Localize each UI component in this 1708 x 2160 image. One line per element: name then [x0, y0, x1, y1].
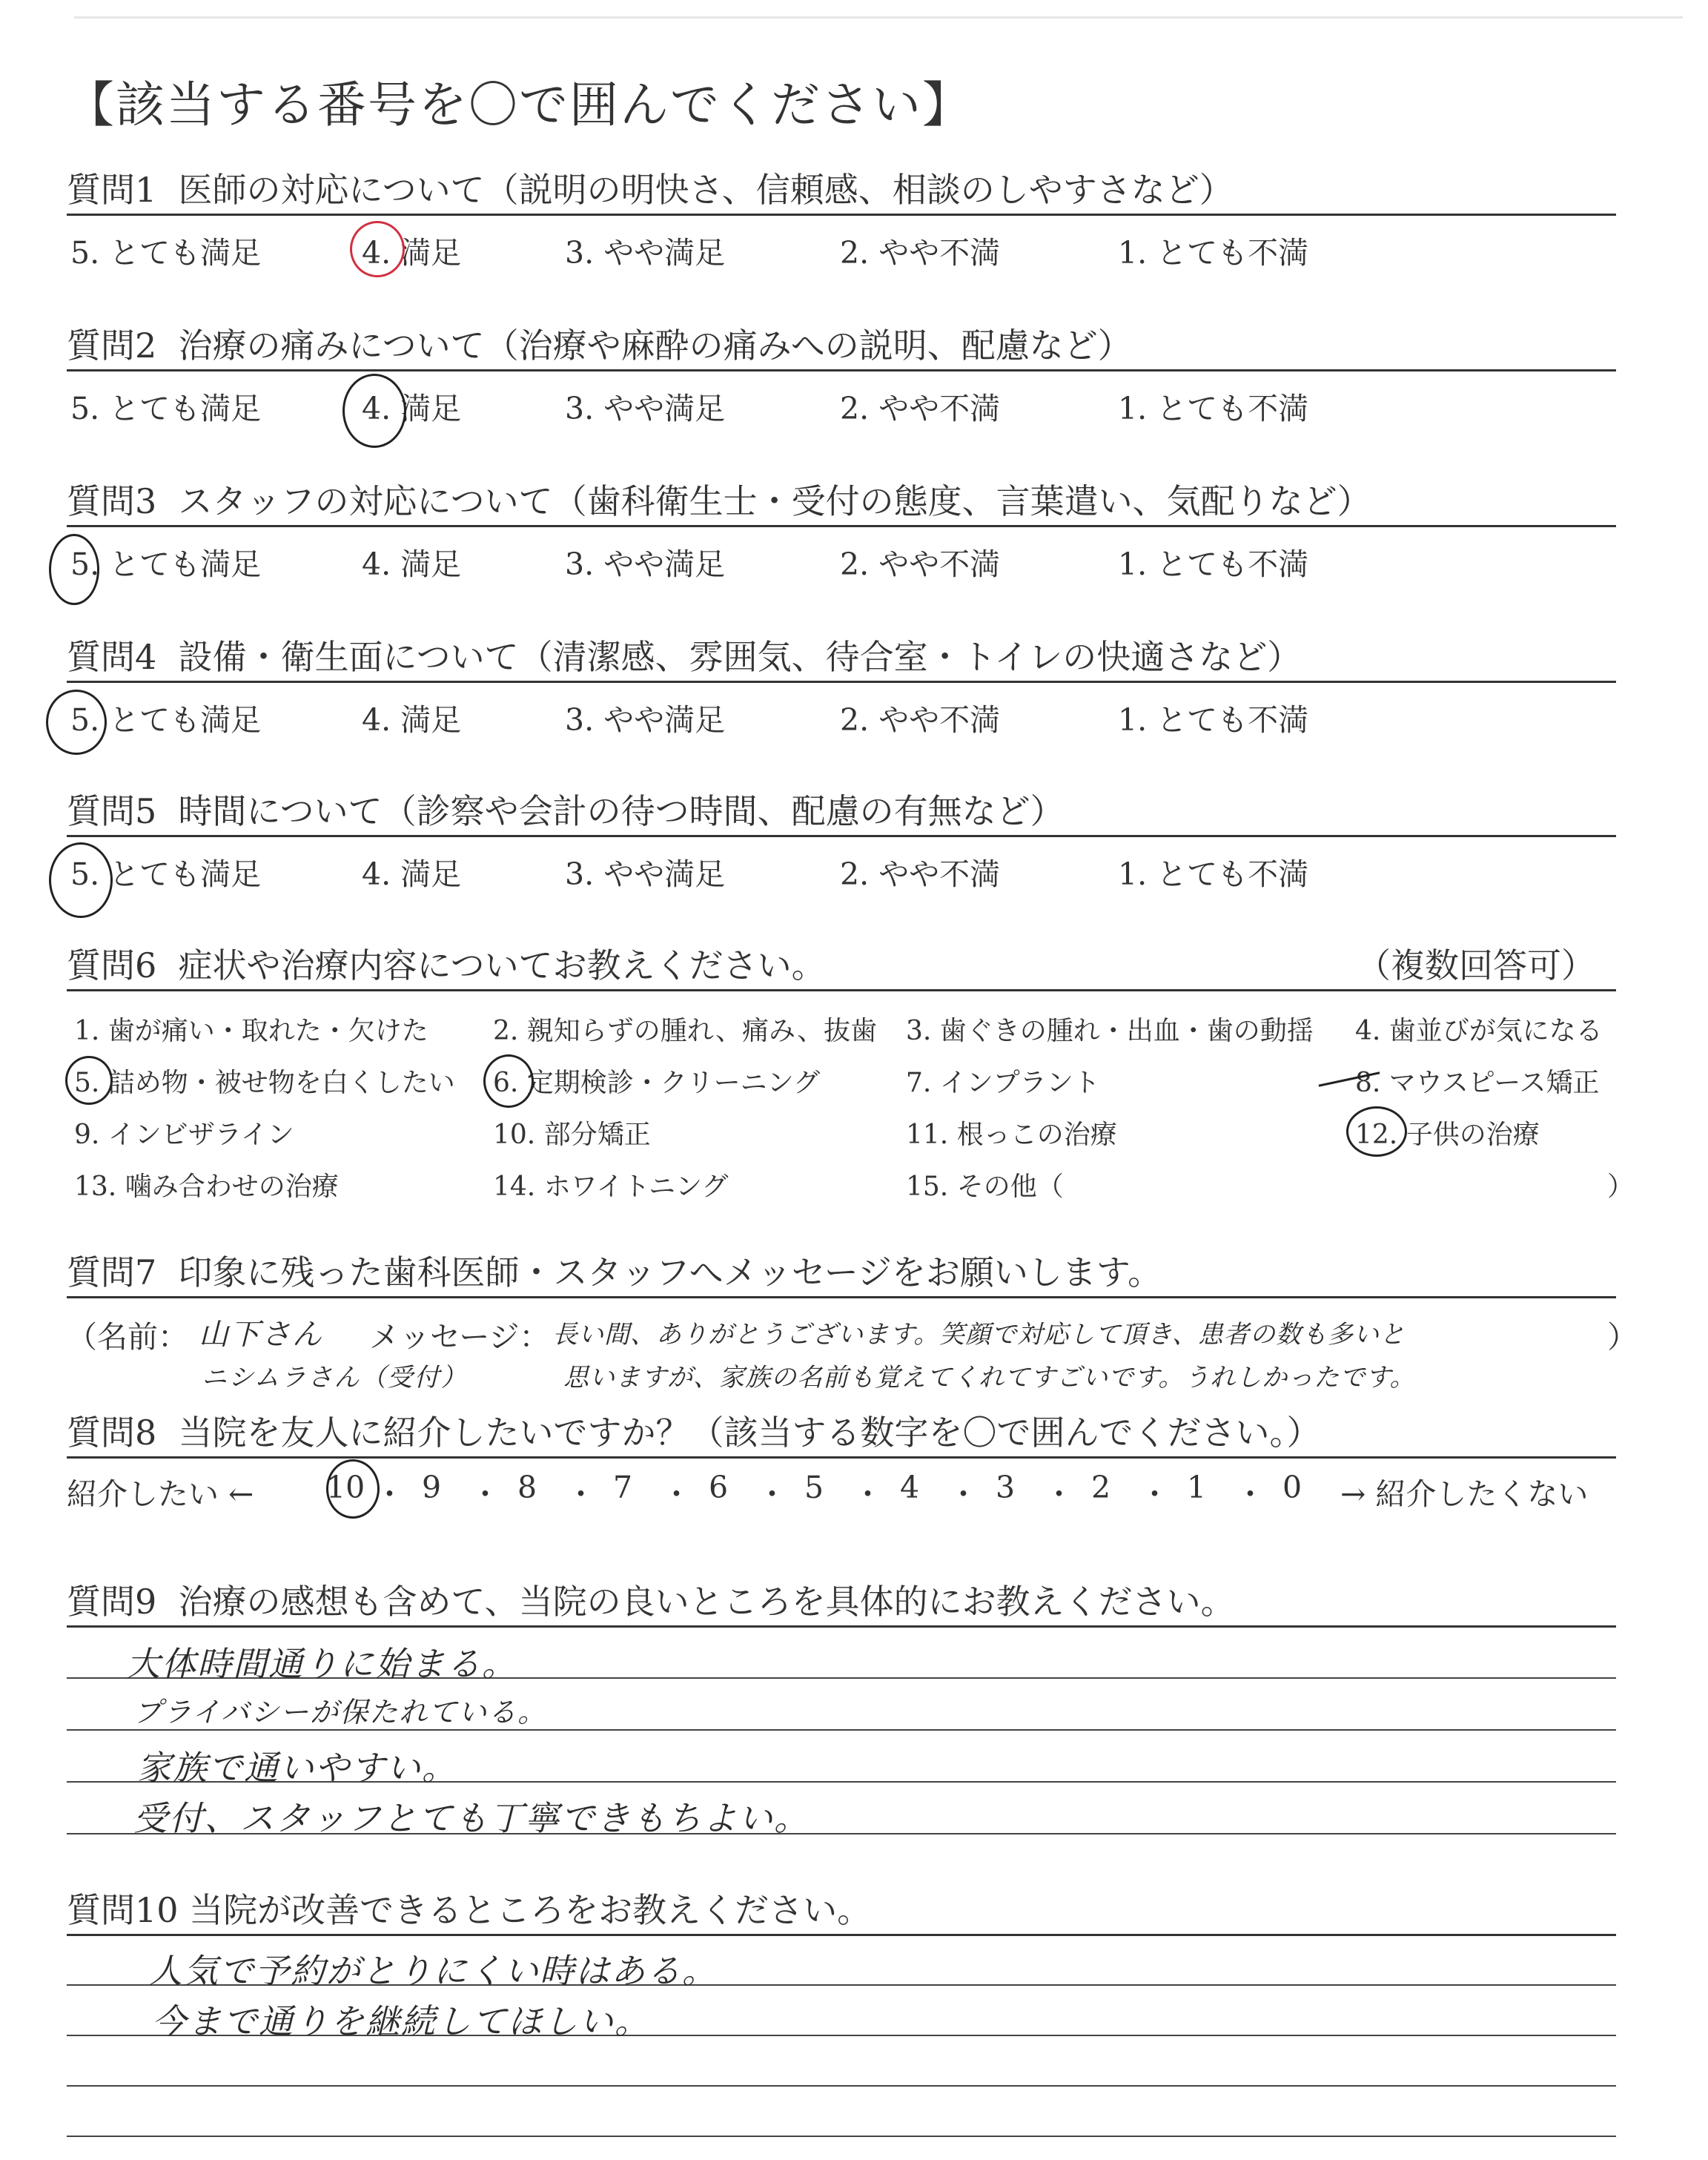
option-2[interactable]: 2. やや不満 [840, 235, 1001, 271]
handwritten-answer: 人気で予約がとりにくい時はある。 [148, 1951, 718, 1991]
option-3[interactable]: 3. やや満足 [565, 235, 726, 271]
scan-top-edge [74, 16, 1683, 19]
scale-left-label: 紹介したい ← [67, 1476, 254, 1512]
scale-separator: ・ [470, 1476, 500, 1512]
option-1[interactable]: 1. とても不満 [1118, 702, 1309, 738]
symptom-option-13[interactable]: 13. 噛み合わせの治療 [74, 1172, 339, 1202]
option-2[interactable]: 2. やや不満 [840, 856, 1001, 892]
option-4[interactable]: 4. 満足 [362, 702, 462, 738]
symptom-option-9[interactable]: 9. インビザライン [74, 1120, 294, 1150]
question-rule [67, 1296, 1616, 1298]
symptom-option-15[interactable]: 15. その他（ [906, 1172, 1064, 1202]
option-3[interactable]: 3. やや満足 [565, 856, 726, 892]
selection-circle [483, 1054, 534, 1108]
scale-value-1[interactable]: 1 [1187, 1470, 1207, 1505]
answer-rule [67, 1934, 1616, 1936]
question-heading [67, 1406, 1321, 1455]
question-heading [67, 939, 826, 988]
question-label: 質問8 [67, 1413, 157, 1453]
option-1[interactable]: 1. とても不満 [1118, 235, 1309, 271]
question-heading [67, 475, 1371, 524]
option-5[interactable]: 5. とても満足 [70, 702, 262, 738]
symptom-option-7[interactable]: 7. インプラント [906, 1068, 1100, 1098]
scale-separator: ・ [1044, 1476, 1074, 1512]
option-5[interactable]: 5. とても満足 [70, 546, 262, 582]
question-heading [67, 1575, 1235, 1624]
question-text: 治療の感想も含めて、当院の良いところを具体的にお教えください。 [178, 1582, 1235, 1622]
question-heading [67, 1883, 871, 1932]
question-rule [67, 369, 1616, 371]
question-rule [67, 681, 1616, 683]
message-close-paren: ） [1607, 1319, 1638, 1355]
answer-rule [67, 2085, 1616, 2087]
question-heading [67, 163, 1234, 212]
scale-separator: ・ [853, 1476, 883, 1512]
handwritten-answer: プライバシーが保たれている。 [133, 1696, 548, 1728]
scale-separator: ・ [948, 1476, 979, 1512]
question-text: スタッフの対応について（歯科衛生士・受付の態度、言葉遣い、気配りなど） [178, 481, 1371, 521]
page-title: 【該当する番号を〇で囲んでください】 [65, 76, 973, 133]
scale-separator: ・ [757, 1476, 787, 1512]
question-text: 治療の痛みについて（治療や麻酔の痛みへの説明、配慮など） [178, 326, 1132, 366]
scale-value-3[interactable]: 3 [996, 1470, 1016, 1505]
option-2[interactable]: 2. やや不満 [840, 391, 1001, 426]
question-rule [67, 835, 1616, 837]
scale-value-10[interactable]: 10 [326, 1470, 365, 1505]
multiple-answers-note: （複数回答可） [1357, 945, 1595, 985]
option-1[interactable]: 1. とても不満 [1118, 856, 1309, 892]
option-1[interactable]: 1. とても不満 [1118, 546, 1309, 582]
selection-circle [65, 1056, 113, 1105]
symptom-option-6[interactable]: 6. 定期検診・クリーニング [493, 1068, 821, 1098]
scale-value-4[interactable]: 4 [900, 1470, 920, 1505]
question-label: 質問1 [67, 170, 157, 210]
option-1[interactable]: 1. とても不満 [1118, 391, 1309, 426]
question-rule [67, 214, 1616, 216]
question-label: 質問4 [67, 637, 157, 677]
question-text: 当院が改善できるところをお教えください。 [189, 1890, 872, 1930]
selection-circle [1346, 1106, 1407, 1157]
question-heading [67, 1246, 1162, 1295]
handwritten-answer: 大体時間通りに始まる。 [126, 1644, 517, 1684]
symptom-option-2[interactable]: 2. 親知らずの腫れ、痛み、抜歯 [493, 1016, 878, 1046]
handwritten-message: 思いますが、家族の名前も覚えてくれてすごいです。うれしかったです。 [563, 1363, 1416, 1393]
handwritten-message: 長い間、ありがとうございます。笑顔で対応して頂き、患者の数も多いと [552, 1320, 1406, 1350]
question-heading [67, 319, 1132, 368]
handwritten-answer: 今まで通りを継続してほしい。 [152, 2001, 650, 2041]
question-label: 質問3 [67, 481, 157, 521]
option-5[interactable]: 5. とても満足 [70, 856, 262, 892]
scale-value-9[interactable]: 9 [422, 1470, 442, 1505]
scale-value-6[interactable]: 6 [709, 1470, 729, 1505]
question-rule [67, 525, 1616, 527]
handwritten-name: ニシムラさん（受付） [202, 1363, 468, 1393]
option-3[interactable]: 3. やや満足 [565, 546, 726, 582]
option-4[interactable]: 4. 満足 [362, 856, 462, 892]
question-text: 当院を友人に紹介したいですか？（該当する数字を〇で囲んでください。） [178, 1413, 1321, 1453]
scale-right-label: → 紹介したくない [1340, 1476, 1589, 1512]
other-close-paren: ） [1607, 1172, 1635, 1202]
scale-separator: ・ [1139, 1476, 1170, 1512]
option-4[interactable]: 4. 満足 [362, 235, 462, 271]
question-label: 質問9 [67, 1582, 157, 1622]
selection-circle [49, 534, 99, 605]
scale-value-2[interactable]: 2 [1091, 1470, 1111, 1505]
selection-circle [326, 1459, 380, 1519]
question-text: 医師の対応について（説明の明快さ、信頼感、相談のしやすさなど） [178, 170, 1234, 210]
question-heading [67, 630, 1301, 679]
question-label: 質問10 [67, 1890, 179, 1930]
option-4[interactable]: 4. 満足 [362, 546, 462, 582]
selection-circle [46, 690, 107, 755]
scale-separator: ・ [661, 1476, 692, 1512]
name-label: （名前： [67, 1319, 188, 1355]
answer-rule [67, 2136, 1616, 2137]
selection-circle [342, 374, 406, 448]
handwritten-answer: 家族で通いやすい。 [137, 1748, 457, 1788]
option-3[interactable]: 3. やや満足 [565, 702, 726, 738]
question-text: 設備・衛生面について（清潔感、雰囲気、待合室・トイレの快適さなど） [178, 637, 1302, 677]
question-text: 時間について（診察や会計の待つ時間、配慮の有無など） [178, 791, 1065, 831]
handwritten-name: 山下さん [199, 1318, 323, 1352]
scale-value-0[interactable]: 0 [1282, 1470, 1302, 1505]
symptom-option-3[interactable]: 3. 歯ぐきの腫れ・出血・歯の動揺 [906, 1016, 1314, 1046]
symptom-option-8[interactable]: 8. マウスピース矯正 [1355, 1068, 1600, 1098]
question-label: 質問7 [67, 1252, 157, 1292]
question-label: 質問6 [67, 945, 157, 985]
question-rule [67, 1456, 1616, 1459]
option-5[interactable]: 5. とても満足 [70, 391, 262, 426]
scale-value-7[interactable]: 7 [613, 1470, 633, 1505]
option-5[interactable]: 5. とても満足 [70, 235, 262, 271]
option-2[interactable]: 2. やや不満 [840, 702, 1001, 738]
symptom-option-11[interactable]: 11. 根っこの治療 [906, 1120, 1117, 1150]
option-3[interactable]: 3. やや満足 [565, 391, 726, 426]
option-4[interactable]: 4. 満足 [362, 391, 462, 426]
recommend-scale [326, 1470, 1302, 1512]
question-text: 印象に残った歯科医師・スタッフへメッセージをお願いします。 [178, 1252, 1162, 1292]
question-heading [67, 785, 1065, 833]
symptom-option-14[interactable]: 14. ホワイトニング [493, 1172, 729, 1202]
selection-circle [49, 842, 113, 918]
scale-separator: ・ [374, 1476, 405, 1512]
option-2[interactable]: 2. やや不満 [840, 546, 1001, 582]
answer-rule [67, 1625, 1616, 1628]
symptom-option-5[interactable]: 5. 詰め物・被せ物を白くしたい [74, 1068, 455, 1098]
scale-separator: ・ [1235, 1476, 1265, 1512]
question-rule [67, 989, 1616, 991]
handwritten-answer: 受付、スタッフとても丁寧できもちよい。 [133, 1798, 810, 1838]
question-text: 症状や治療内容についてお教えください。 [178, 945, 826, 985]
question-label: 質問5 [67, 791, 157, 831]
symptom-option-10[interactable]: 10. 部分矯正 [493, 1120, 651, 1150]
message-label: メッセージ： [369, 1319, 550, 1355]
symptom-option-1[interactable]: 1. 歯が痛い・取れた・欠けた [74, 1016, 428, 1046]
symptom-option-12[interactable]: 12. 子供の治療 [1355, 1120, 1540, 1150]
scale-separator: ・ [566, 1476, 596, 1512]
scale-value-5[interactable]: 5 [804, 1470, 824, 1505]
question-label: 質問2 [67, 326, 157, 366]
symptom-option-4[interactable]: 4. 歯並びが気になる [1355, 1016, 1603, 1046]
scale-value-8[interactable]: 8 [517, 1470, 537, 1505]
selection-circle [350, 221, 405, 277]
